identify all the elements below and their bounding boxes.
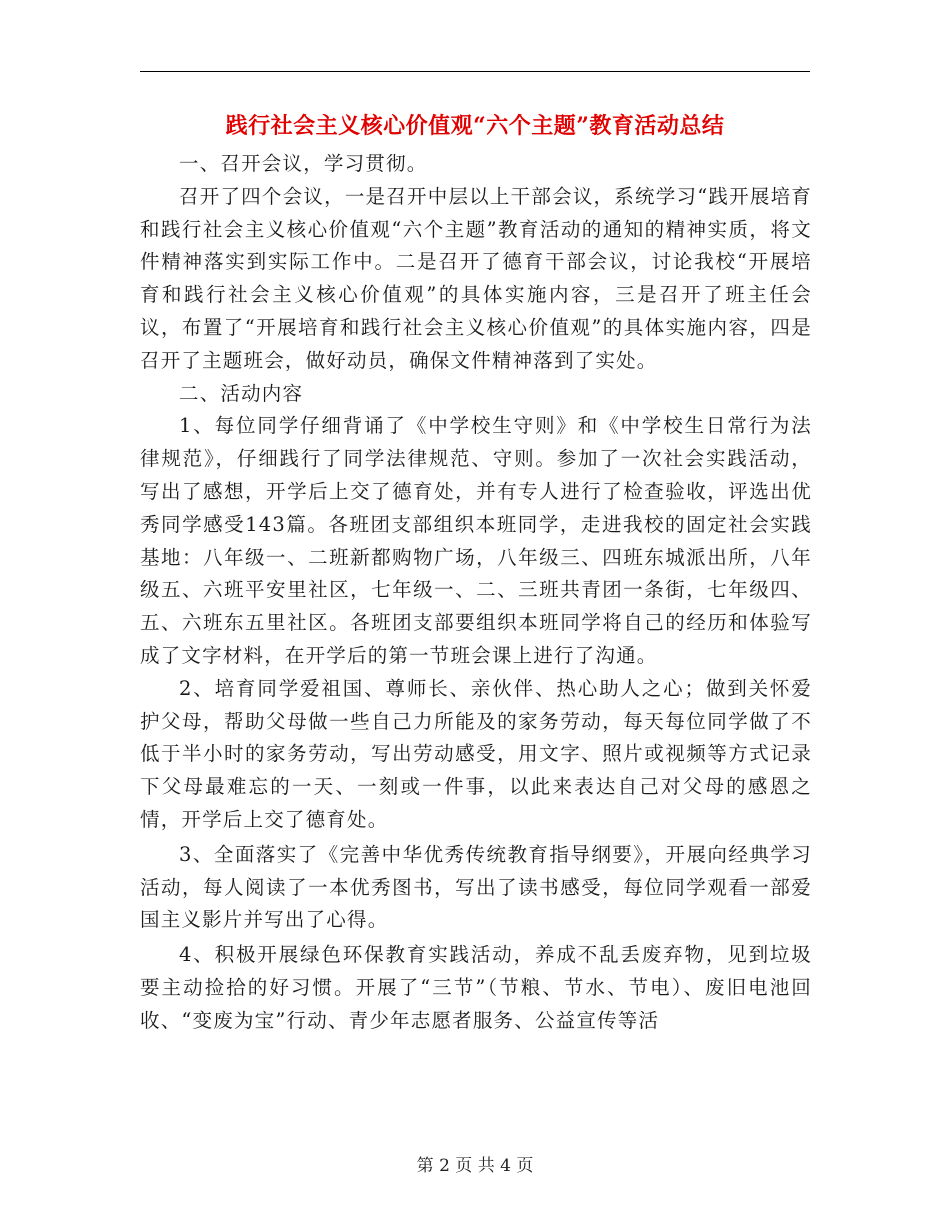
paragraph-item-2: 2、培育同学爱祖国、尊师长、亲伙伴、热心助人之心；做到关怀爱护父母，帮助父母做一些自己力所能及的家务劳动，每天每位同学做了不低于半小时的家务劳动，写出劳动感受，用文字、照片或视频等方式记录下父母最难忘的一天、一刻或一件事，以此来表达自己对父母的感恩之情，开学后上交了德育处。 (140, 676, 812, 831)
paragraph-item-4: 4、积极开展绿色环保教育实践活动，养成不乱丢废弃物，见到垃圾要主动捡拾的好习惯。开展了“三节”（节粮、节水、节电）、废旧电池回收、“变废为宝”行动、青少年志愿者服务、公益宣传等活 (140, 943, 812, 1032)
section-heading-activities: 二、活动内容 (179, 381, 304, 405)
paragraph-item-1: 1、每位同学仔细背诵了《中学校生守则》和《中学校生日常行为法律规范》，仔细践行了同学法律规范、守则。参加了一次社会实践活动，写出了感想，开学后上交了德育处，并有专人进行了检查验收，评选出优秀同学感受143篇。各班团支部组织本班同学，走进我校的固定社会实践基地：八年级一、二班新都购物广场，八年级三、四班东城派出所，八年级五、六班平安里社区，七年级一、二、三班共青团一条街，七年级四、五、六班东五里社区。各班团支部要组织本班同学将自己的经历和体验写成了文字材料，在开学后的第一节班会课上进行了沟通。 (140, 414, 812, 667)
section-heading-meetings: 一、召开会议，学习贯彻。 (179, 152, 428, 175)
paragraph-item-3: 3、全面落实了《完善中华优秀传统教育指导纲要》，开展向经典学习活动，每人阅读了一本优秀图书，写出了读书感受，每位同学观看一部爱国主义影片并写出了心得。 (140, 842, 812, 932)
paragraph-meetings: 召开了四个会议，一是召开中层以上干部会议，系统学习“践开展培育和践行社会主义核心价值观“六个主题”教育活动的通知的精神实质，将文件精神落实到实际工作中。二是召开了德育干部会议，讨论我校“开展培育和践行社会主义核心价值观”的具体实施内容，三是召开了班主任会议，布置了“开展培育和践行社会主义核心价值观”的具体实施内容，四是召开了主题班会，做好动员，确保文件精神落到了实处。 (140, 184, 812, 372)
document-title: 践行社会主义核心价值观“六个主题”教育活动总结 (225, 113, 725, 139)
document-body (140, 148, 812, 1038)
header-rule (140, 71, 810, 72)
page-number-footer: 第 2 页 共 4 页 (416, 1156, 534, 1176)
